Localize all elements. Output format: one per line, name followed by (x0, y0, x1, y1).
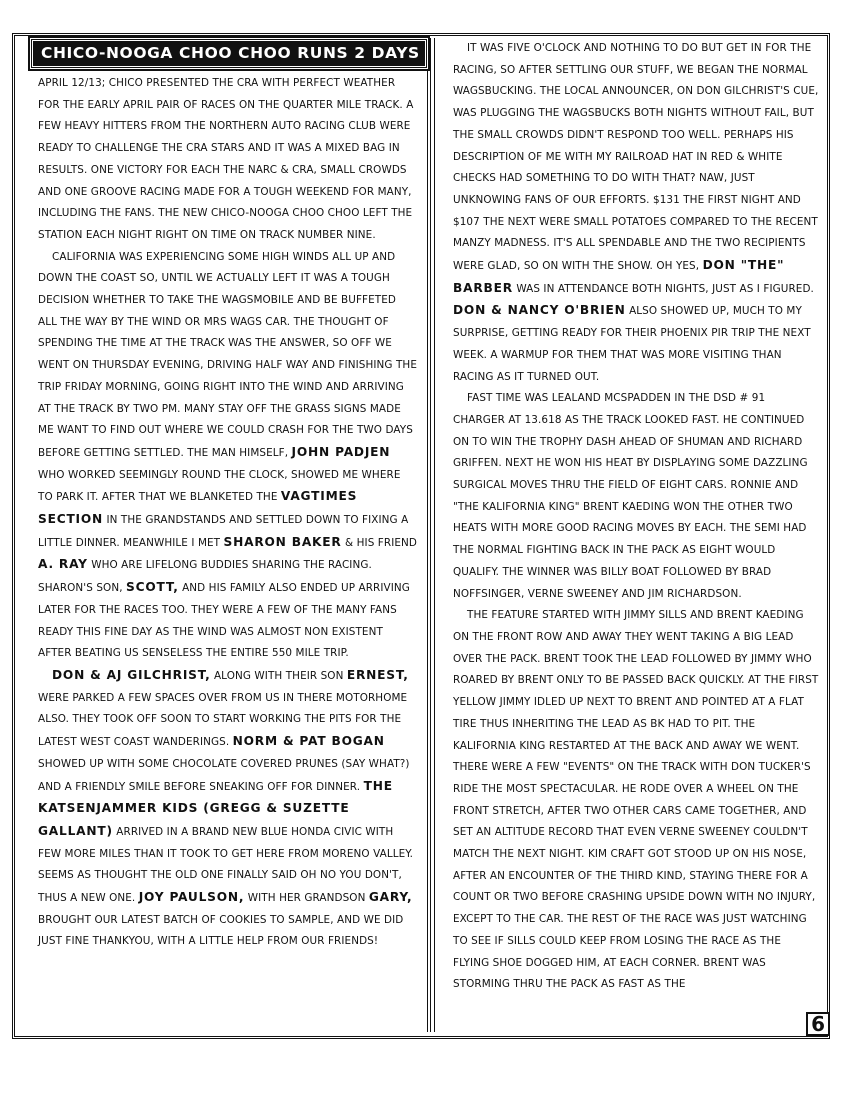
name-ernest: ERNEST, (346, 667, 409, 682)
left-column (16, 38, 431, 1032)
paragraph-friends: DON & AJ GILCHRIST, ALONG WITH THEIR SON ERNEST, WERE PARKED A FEW SPACES OVER FROM US IN THERE MOTORHOME ALSO. THEY TOOK OFF SOON TO START WORKING THE PITS FOR THE LATEST WEST COAST WANDERINGS. NORM & PAT BOGAN SHOWED UP WITH SOME CHOCOLATE COVERED PRUNES (SAY WHAT?) AND A FRIENDLY SMILE BEFORE SNEAKING OFF FOR DINNER. THE KATSENJAMMER KIDS (GREGG & SUZETTE GALLANT) ARRIVED IN A BRAND NEW BLUE HONDA CIVIC WITH FEW MORE MILES THAN IT TOOK TO GET HERE FROM MORENO VALLEY. SEEMS AS THOUGHT THE OLD ONE FINALLY SAID OH NO YOU DON'T, THUS A NEW ONE. JOY PAULSON, WITH HER GRANDSON GARY, BROUGHT OUR LATEST BATCH OF COOKIES TO SAMPLE, AND WE DID JUST FINE THANKYOU, WITH A LITTLE HELP FROM OUR FRIENDS! (38, 667, 414, 948)
name-john-padjen: JOHN PADJEN (291, 444, 391, 459)
name-a-ray: A. RAY (38, 557, 88, 572)
name-katsenjammer-kids: THE KATSENJAMMER KIDS (GREGG & SUZETTE GALLANT) (38, 778, 393, 838)
name-norm-pat-bogan: NORM & PAT BOGAN (232, 734, 385, 749)
name-don-aj-gilchrist: DON & AJ GILCHRIST, (52, 667, 211, 682)
paragraph-wagsbucks: IT WAS FIVE O'CLOCK AND NOTHING TO DO BUT GET IN FOR THE RACING, SO AFTER SETTLING OUR STUFF, WE BEGAN THE NORMAL WAGSBUCKING. THE LOCAL ANNOUNCER, ON DON GILCHRIST'S CUE, WAS PLUGGING THE WAGSBUCKS BOTH NIGHTS WITHOUT FAIL, BUT THE SMALL CROWDS DIDN'T RESPOND TOO WELL. PERHAPS HIS DESCRIPTION OF ME WITH MY RAILROAD HAT IN RED & WHITE CHECKS HAD SOMETHING TO DO WITH THAT? NAW, JUST UNKNOWING FANS OF OUR EFFORTS. $131 THE FIRST NIGHT AND $107 THE NEXT WERE SMALL POTATOES COMPARED TO THE RECENT MANZY MADNESS. IT'S ALL SPENDABLE AND THE TWO RECIPIENTS WERE GLAD, SO ON WITH THE SHOW. OH YES, DON "THE" BARBER WAS IN ATTENDANCE BOTH NIGHTS, JUST AS I FIGURED. DON & NANCY O'BRIEN ALSO SHOWED UP, MUCH TO MY SURPRISE, GETTING READY FOR THEIR PHOENIX PIR TRIP THE NEXT WEEK. A WARMUP FOR THEM THAT WAS MORE VISITING THAN RACING AS IT TURNED OUT. (453, 42, 819, 383)
right-column (434, 38, 827, 1032)
paragraph-fast-time: FAST TIME WAS LEALAND MCSPADDEN IN THE DSD # 91 CHARGER AT 13.618 AS THE TRACK LOOKED FAST. HE CONTINUED ON TO WIN THE TROPHY DASH AHEAD OF SHUMAN AND RICHARD GRIFFEN. NEXT HE WON HIS HEAT BY DISPLAYING SOME DAZZLING SURGICAL MOVES THRU THE FIELD OF EIGHT CARS. RONNIE AND "THE KALIFORNIA KING" BRENT KAEDING WON THE OTHER TWO HEATS WITH MORE GOOD RACING MOVES BY EACH. THE SEMI HAD THE NORMAL FIGHTING BACK IN THE PACK AS EIGHT WOULD QUALIFY. THE WINNER WAS BILLY BOAT FOLLOWED BY BRAD NOFFSINGER, VERNE SWEENEY AND JIM RICHARDSON. (453, 392, 808, 600)
name-scott: SCOTT, (126, 580, 179, 595)
paragraph-feature: THE FEATURE STARTED WITH JIMMY SILLS AND BRENT KAEDING ON THE FRONT ROW AND AWAY THEY WENT TAKING A BIG LEAD OVER THE PACK. BRENT TOOK THE LEAD FOLLOWED BY JIMMY WHO ROARED BY BRENT ONLY TO BE PASSED BACK QUICKLY. AT THE FIRST YELLOW JIMMY IDLED UP NEXT TO BRENT AND POINTED AT A FLAT TIRE THUS INHERITING THE LEAD AS BK HAD TO PIT. THE KALIFORNIA KING RESTARTED AT THE BACK AND AWAY WE WENT. THERE WERE A FEW "EVENTS" ON THE TRACK WITH DON TUCKER'S RIDE THE MOST SPECTACULAR. HE RODE OVER A WHEEL ON THE FRONT STRETCH, AFTER TWO OTHER CARS CAME TOGETHER, AND SET AN ALTITUDE RECORD THAT EVEN VERNE SWEENEY COULDN'T MATCH THE NEXT NIGHT. KIM CRAFT GOT STOOD UP ON HIS NOSE, AFTER AN ENCOUNTER OF THE THIRD KIND, STAYING THERE FOR A COUNT OR TWO BEFORE CRASHING UPSIDE DOWN WITH NO INJURY, EXCEPT TO THE CAR. THE REST OF THE RACE WAS JUST WATCHING TO SEE IF SILLS COULD KEEP FROM LOSING THE RACE AS THE FLYING SHOE DOGGED HIM, AT EACH CORNER. BRENT WAS STORMING THRU THE PACK AS FAST AS THE (453, 609, 819, 991)
name-joy-paulson: JOY PAULSON, (138, 890, 245, 905)
paragraph-trip: CALIFORNIA WAS EXPERIENCING SOME HIGH WINDS ALL UP AND DOWN THE COAST SO, UNTIL WE ACTUALLY LEFT IT WAS A TOUGH DECISION WHETHER TO TAKE THE WAGSMOBILE AND BE BUFFETED ALL THE WAY BY THE WIND OR MRS WAGS CAR. THE THOUGHT OF SPENDING THE TIME AT THE TRACK WAS THE ANSWER, SO OFF WE WENT ON THURSDAY EVENING, DRIVING HALF WAY AND FINISHING THE TRIP FRIDAY MORNING, GOING RIGHT INTO THE WIND AND ARRIVING AT THE TRACK BY TWO PM. MANY STAY OFF THE GRASS SIGNS MADE ME WANT TO FIND OUT WHERE WE COULD CRASH FOR THE TWO DAYS BEFORE GETTING SETTLED. THE MAN HIMSELF, JOHN PADJEN WHO WORKED SEEMINGLY ROUND THE CLOCK, SHOWED ME WHERE TO PARK IT. AFTER THAT WE BLANKETED THE VAGTIMES SECTION IN THE GRANDSTANDS AND SETTLED DOWN TO FIXING A LITTLE DINNER. MEANWHILE I MET SHARON BAKER & HIS FRIEND A. RAY WHO ARE LIFELONG BUDDIES SHARING THE RACING. SHARON'S SON, SCOTT, AND HIS FAMILY ALSO ENDED UP ARRIVING LATER FOR THE RACES TOO. THEY WERE A FEW OF THE MANY FANS READY THIS FINE DAY AS THE WIND WAS ALMOST NON EXISTENT AFTER BEATING US SENSELESS THE ENTIRE 550 MILE TRIP. (38, 250, 417, 660)
name-don-the-barber: DON "THE" BARBER (453, 258, 785, 295)
name-don-nancy-obrien: DON & NANCY O'BRIEN (453, 303, 626, 318)
paragraph-intro: APRIL 12/13; CHICO PRESENTED THE CRA WITH PERFECT WEATHER FOR THE EARLY APRIL PAIR OF RACES ON THE QUARTER MILE TRACK. A FEW HEAVY HITTERS FROM THE NORTHERN AUTO RACING CLUB WERE READY TO CHALLENGE THE CRA STARS AND IT WAS A MIXED BAG IN RESULTS. ONE VICTORY FOR EACH THE NARC & CRA, SMALL CROWDS AND ONE GROOVE RACING MADE FOR A TOUGH WEEKEND FOR MANY, INCLUDING THE FANS. THE NEW CHICO-NOOGA CHOO CHOO LEFT THE STATION EACH NIGHT RIGHT ON TIME ON TRACK NUMBER NINE. (38, 77, 414, 241)
article-headline: CHICO-NOOGA CHOO CHOO RUNS 2 DAYS (30, 38, 428, 69)
right-column-text (435, 38, 827, 996)
name-vagtimes-section: VAGTIMES SECTION (38, 489, 358, 527)
left-column-text (16, 69, 427, 953)
name-sharon-baker: SHARON BAKER (223, 534, 342, 549)
page-number: 6 (806, 1012, 830, 1036)
name-gary: GARY, (368, 890, 413, 905)
